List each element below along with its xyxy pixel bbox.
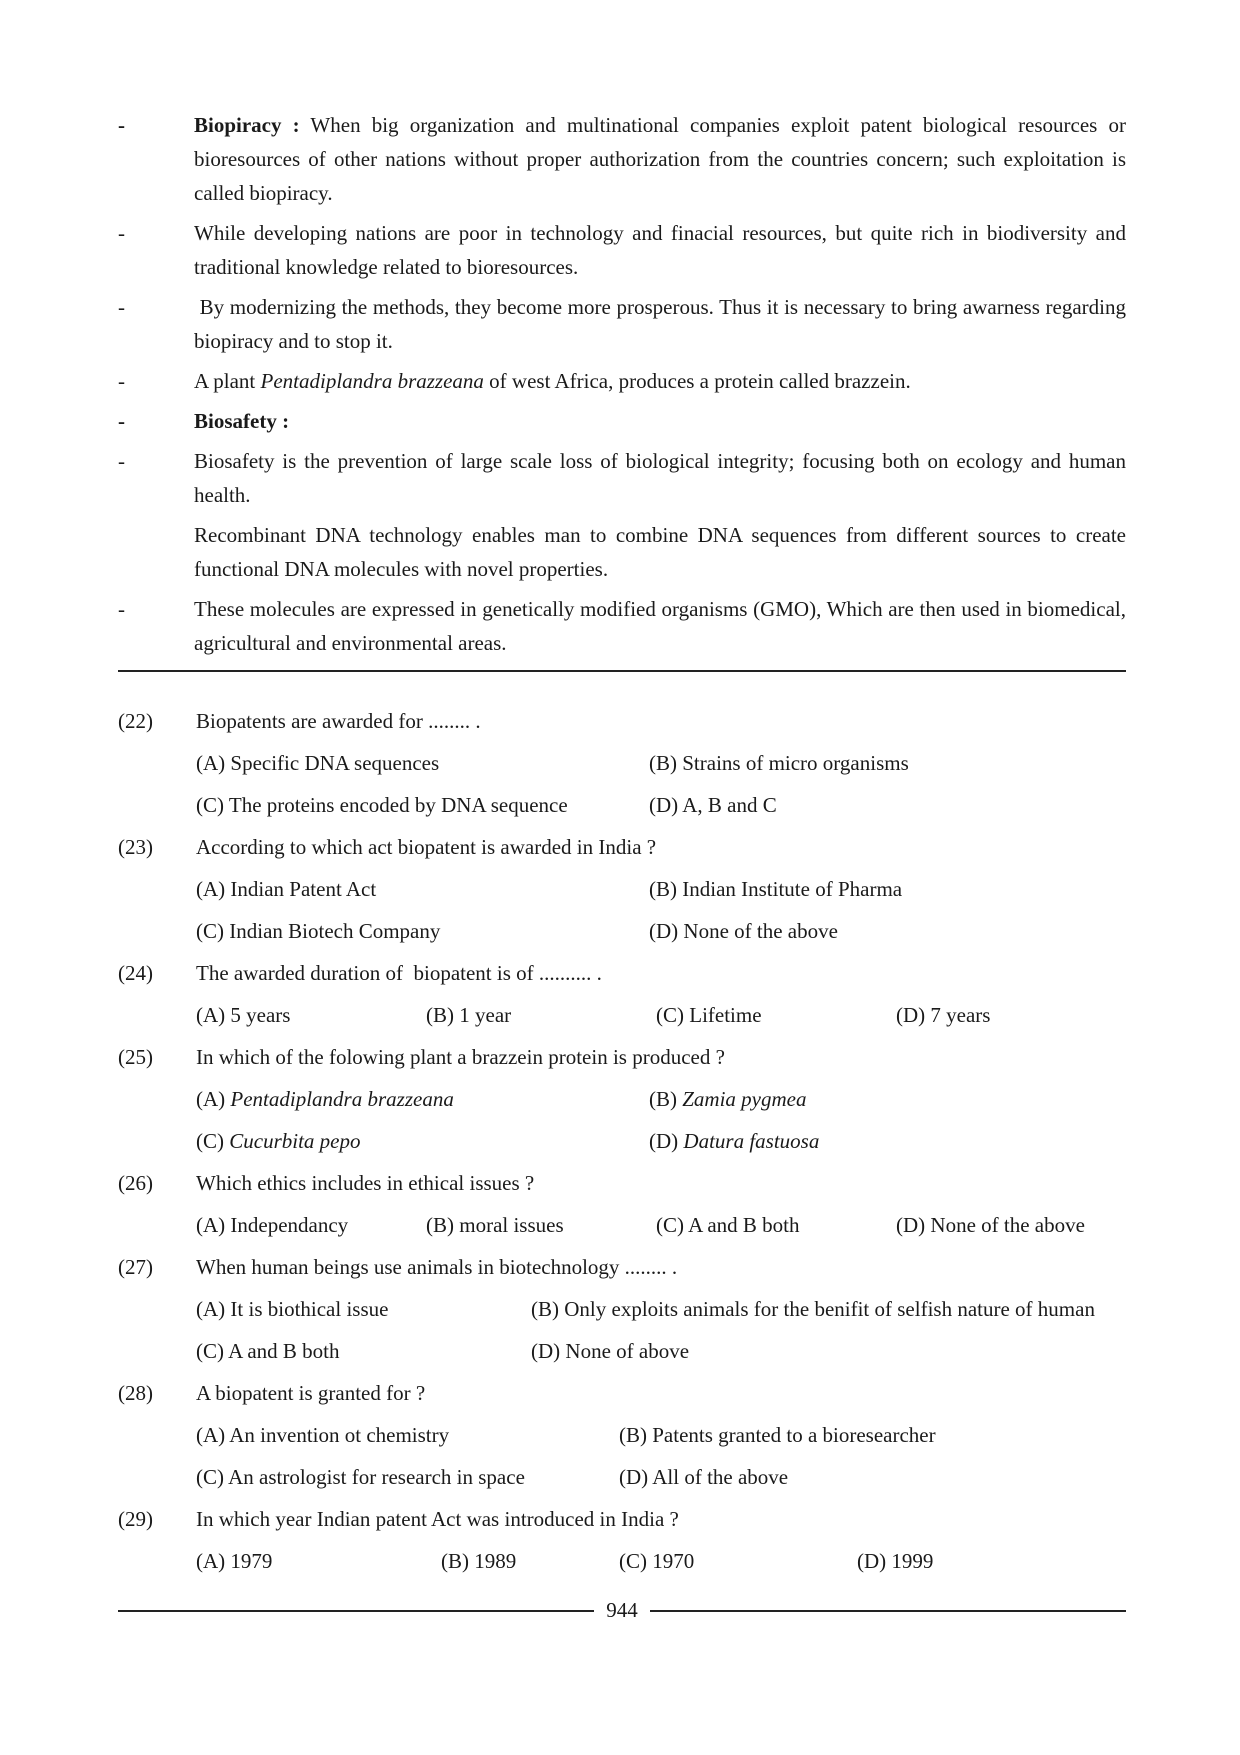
- question-27: [118, 1250, 1126, 1368]
- option-c: (C) Lifetime: [656, 1003, 762, 1027]
- note-text: When big organization and multinational companies exploit patent biological resources or bioresources of other nations without proper authorization from the countries concern; such exploitation is called biopiracy.: [194, 113, 1127, 205]
- option-c: (C) An astrologist for research in space: [196, 1465, 525, 1489]
- footer-rule-right: [650, 1610, 1126, 1612]
- species-name: Datura fastuosa: [683, 1129, 820, 1153]
- note-text: of west Africa, produces a protein called brazzein.: [483, 369, 911, 393]
- option-c: [196, 1124, 649, 1158]
- question-25: [118, 1040, 1126, 1158]
- option-prefix: (D): [649, 1129, 684, 1153]
- option-d: [649, 1124, 1102, 1158]
- question-text: In which of the folowing plant a brazzein protein is produced ?: [196, 1045, 725, 1069]
- bullet-dash: -: [118, 597, 125, 621]
- option-prefix: (C): [196, 1129, 230, 1153]
- note-text: These molecules are expressed in genetically modified organisms (GMO), Which are then used in biomedical, agricultural and environmental areas.: [194, 597, 1126, 655]
- question-number: (29): [118, 1507, 153, 1531]
- note-gmo: [118, 592, 1126, 660]
- question-text: The awarded duration of biopatent is of .......... .: [196, 961, 602, 985]
- question-text: Biopatents are awarded for ........ .: [196, 709, 481, 733]
- option-d: (D) None of above: [531, 1339, 690, 1363]
- term-biosafety: Biosafety :: [194, 409, 290, 433]
- question-number: (24): [118, 961, 153, 985]
- option-d: (D) A, B and C: [649, 793, 777, 817]
- note-text: Biosafety is the prevention of large scale loss of biological integrity; focusing both on ecology and human health.: [194, 449, 1126, 507]
- option-d: (D) None of the above: [649, 919, 838, 943]
- option-c: (C) A and B both: [656, 1213, 800, 1237]
- question-24: [118, 956, 1126, 1032]
- page-footer: [118, 1598, 1126, 1623]
- option-b: (B) Strains of micro organisms: [649, 751, 909, 775]
- term-biopiracy: Biopiracy :: [194, 113, 300, 137]
- question-number: (25): [118, 1045, 153, 1069]
- note-modernizing: [118, 290, 1132, 358]
- species-name: Pentadiplandra brazzeana: [230, 1087, 454, 1111]
- option-b: (B) moral issues: [426, 1213, 564, 1237]
- option-b: (B) 1989: [441, 1549, 517, 1573]
- option-a: (A) It is biothical issue: [196, 1297, 389, 1321]
- page-body: [118, 108, 1132, 1586]
- species-name: Pentadiplandra brazzeana: [260, 369, 484, 393]
- question-text: A biopatent is granted for ?: [196, 1381, 426, 1405]
- question-number: (23): [118, 835, 153, 859]
- question-text: In which year Indian patent Act was introduced in India ?: [196, 1507, 679, 1531]
- option-b: (B) Indian Institute of Pharma: [649, 877, 903, 901]
- bullet-dash: -: [118, 113, 125, 137]
- note-biosafety-definition: [118, 444, 1126, 512]
- question-22: [118, 704, 1126, 822]
- option-a: (A) Independancy: [196, 1213, 349, 1237]
- question-28: [118, 1376, 1126, 1494]
- bullet-blank: [118, 518, 194, 586]
- question-text: Which ethics includes in ethical issues ?: [196, 1171, 535, 1195]
- option-a: (A) Indian Patent Act: [196, 877, 377, 901]
- question-number: (22): [118, 709, 153, 733]
- note-text: While developing nations are poor in technology and finacial resources, but quite rich in biodiversity and traditional knowledge related to bioresources.: [194, 221, 1126, 279]
- option-a: (A) Specific DNA sequences: [196, 751, 440, 775]
- note-recombinant-dna: [118, 518, 1126, 586]
- note-biopiracy: [118, 108, 1126, 210]
- question-23: [118, 830, 1126, 948]
- option-d: (D) 7 years: [896, 1003, 991, 1027]
- note-text: A plant: [194, 369, 261, 393]
- bullet-dash: -: [118, 295, 125, 319]
- option-b: (B) Only exploits animals for the benifit of selfish nature of human: [531, 1297, 1095, 1321]
- note-biosafety-heading: [118, 404, 1126, 438]
- option-b: [649, 1082, 1102, 1116]
- note-developing-nations: [118, 216, 1126, 284]
- note-text: By modernizing the methods, they become more prosperous. Thus it is necessary to bring awarness regarding biopiracy and to stop it.: [194, 295, 1132, 353]
- option-c: (C) 1970: [619, 1549, 695, 1573]
- question-26: [118, 1166, 1126, 1242]
- option-b: (B) Patents granted to a bioresearcher: [619, 1423, 936, 1447]
- question-number: (28): [118, 1381, 153, 1405]
- option-a: (A) An invention ot chemistry: [196, 1423, 450, 1447]
- option-a: (A) 1979: [196, 1549, 273, 1573]
- option-prefix: (A): [196, 1087, 231, 1111]
- question-number: (26): [118, 1171, 153, 1195]
- option-d: (D) None of the above: [896, 1213, 1085, 1237]
- note-text: Recombinant DNA technology enables man to combine DNA sequences from different sources to create functional DNA molecules with novel properties.: [194, 523, 1126, 581]
- question-29: [118, 1502, 1126, 1578]
- option-b: (B) 1 year: [426, 1003, 512, 1027]
- option-d: (D) All of the above: [619, 1465, 789, 1489]
- question-text: When human beings use animals in biotechnology ........ .: [196, 1255, 678, 1279]
- option-c: (C) A and B both: [196, 1339, 340, 1363]
- question-text: According to which act biopatent is awarded in India ?: [196, 835, 657, 859]
- option-c: (C) The proteins encoded by DNA sequence: [196, 793, 568, 817]
- page-number: 944: [606, 1598, 638, 1622]
- bullet-dash: -: [118, 221, 125, 245]
- section-divider: [118, 670, 1126, 672]
- option-c: (C) Indian Biotech Company: [196, 919, 441, 943]
- option-a: (A) 5 years: [196, 1003, 291, 1027]
- bullet-dash: -: [118, 369, 125, 393]
- bullet-dash: -: [118, 449, 125, 473]
- bullet-dash: -: [118, 409, 125, 433]
- option-a: [196, 1082, 649, 1116]
- question-number: (27): [118, 1255, 153, 1279]
- footer-rule-left: [118, 1610, 594, 1612]
- species-name: Cucurbita pepo: [229, 1129, 361, 1153]
- species-name: Zamia pygmea: [682, 1087, 807, 1111]
- note-brazzein-plant: [118, 364, 1126, 398]
- option-d: (D) 1999: [857, 1549, 934, 1573]
- option-prefix: (B): [649, 1087, 683, 1111]
